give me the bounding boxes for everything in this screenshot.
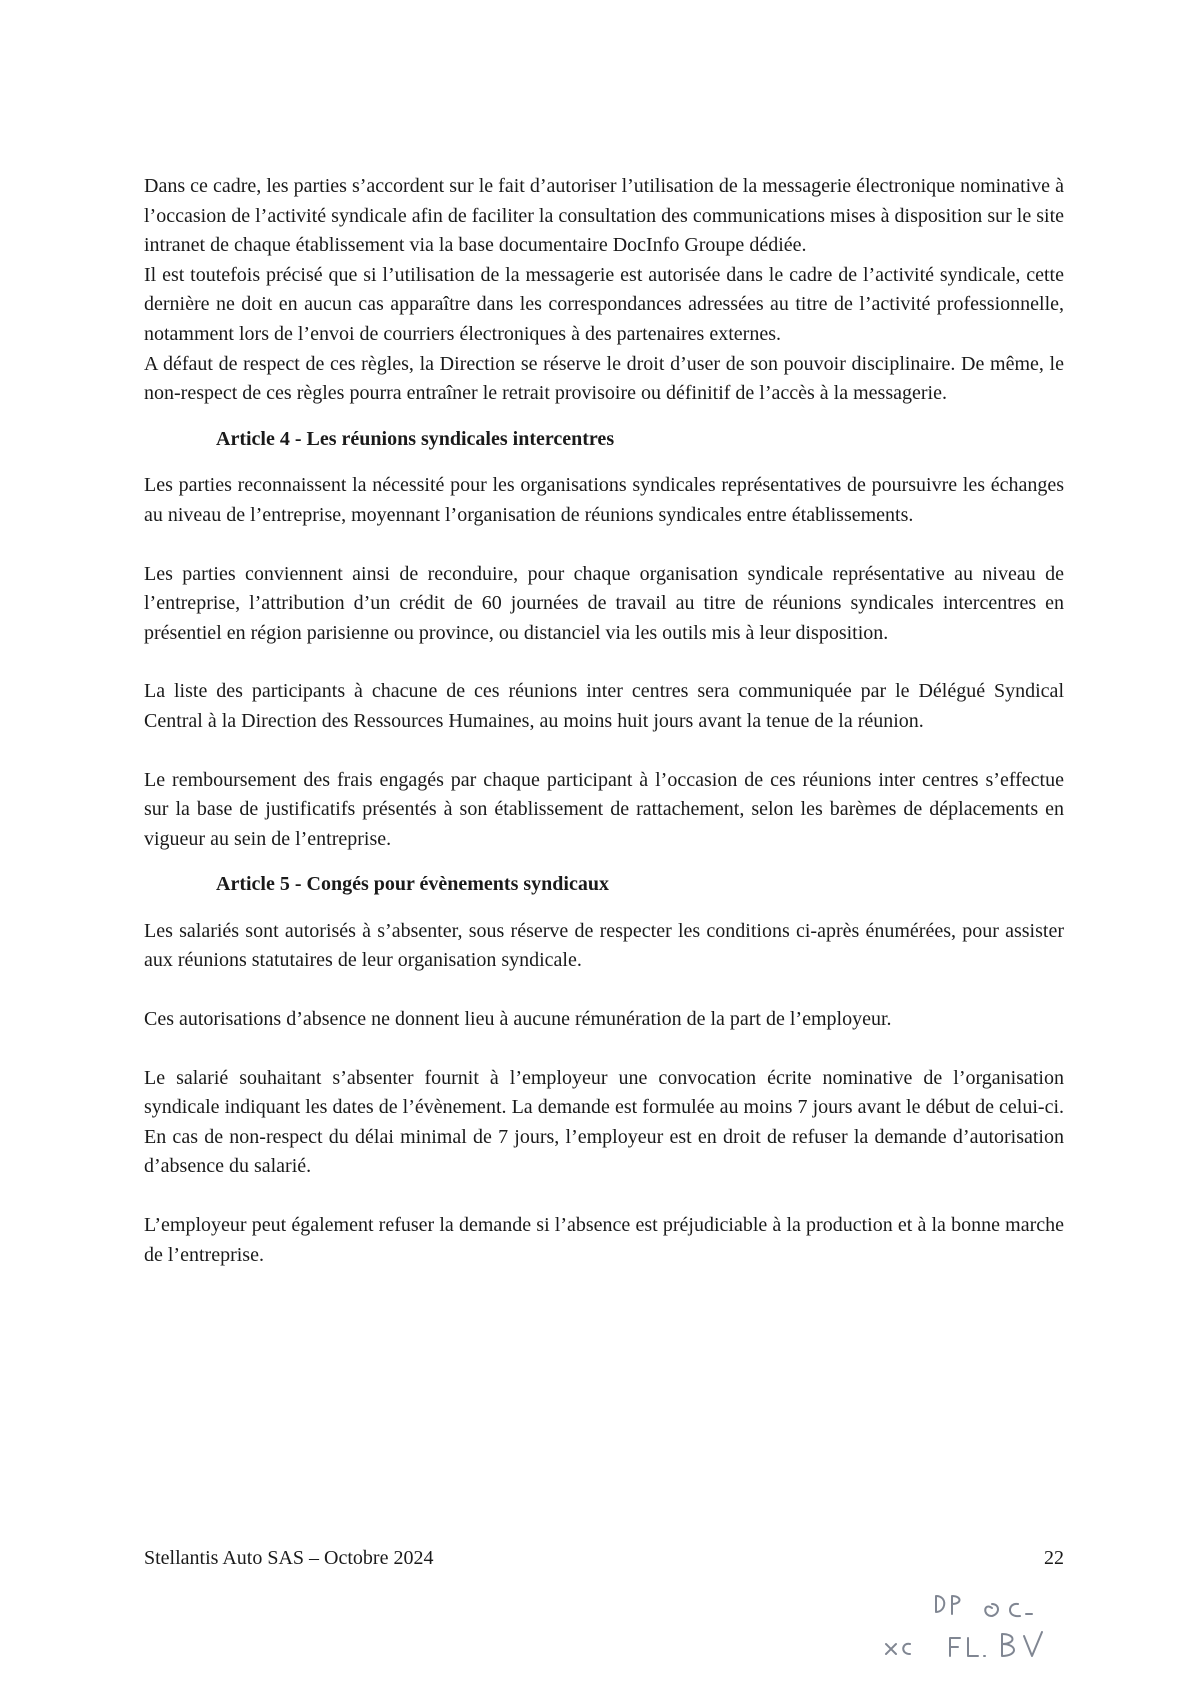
article-5-paragraph: Les salariés sont autorisés à s’absenter, sous réserve de respecter les conditions ci-après énumérées, pour assister aux réunions statutaires de leur organisation syndicale. <box>144 919 1064 972</box>
article-4-paragraph: La liste des participants à chacune de ces réunions inter centres sera communiquée par le Délégué Syndical Central à la Direction des Ressources Humaines, au moins huit jours avant la tenue de la réunion. <box>144 680 1064 732</box>
footer-document-label: Stellantis Auto SAS – Octobre 2024 <box>144 1547 434 1569</box>
intro-paragraph-3: A défaut de respect de ces règles, la Direction se réserve le droit d’user de son pouvoir disciplinaire. De même, le non-respect de ces règles pourra entraîner le retrait provisoire ou définitif de l’accès à la messagerie. <box>144 352 1064 405</box>
article-5-paragraph: L’employeur peut également refuser la demande si l’absence est préjudiciable à la production et à la bonne marche de l’entreprise. <box>144 1214 1064 1266</box>
article-5-heading: Article 5 - Congés pour évènements syndicaux <box>216 873 609 896</box>
document-page <box>144 172 1064 1270</box>
article-4-paragraph: Le remboursement des frais engagés par chaque participant à l’occasion de ces réunions inter centres s’effectue sur la base de justificatifs présentés à son établissement de rattachement, selon les barèmes de déplacements en vigueur au sein de l’entreprise. <box>144 768 1064 850</box>
intro-paragraph-1: Dans ce cadre, les parties s’accordent sur le fait d’autoriser l’utilisation de la messagerie électronique nominative à l’occasion de l’activité syndicale afin de faciliter la consultation des communications mises à disposition sur le site intranet de chaque établissement via la base documentaire DocInfo Groupe dédiée. <box>144 175 1064 257</box>
article-5-paragraph: Le salarié souhaitant s’absenter fournit à l’employeur une convocation écrite nominative de l’organisation syndicale indiquant les dates de l’évènement. La demande est formulée au moins 7 jours avant le début de celui-ci. En cas de non-respect du délai minimal de 7 jours, l’employeur est en droit de refuser la demande d’autorisation d’absence du salarié. <box>144 1066 1064 1178</box>
article-5-paragraph: Ces autorisations d’absence ne donnent lieu à aucune rémunération de la part de l’employeur. <box>144 1008 892 1031</box>
page-footer <box>144 1544 1064 1574</box>
article-4-paragraph: Les parties reconnaissent la nécessité pour les organisations syndicales représentatives de poursuivre les échanges au niveau de l’entreprise, moyennant l’organisation de réunions syndicales entre établissements. <box>144 474 1064 526</box>
handwritten-initials <box>880 1584 1080 1664</box>
article-4-heading: Article 4 - Les réunions syndicales intercentres <box>216 427 615 450</box>
intro-paragraph-2: Il est toutefois précisé que si l’utilisation de la messagerie est autorisée dans le cadre de l’activité syndicale, cette dernière ne doit en aucun cas apparaître dans les correspondances adressées au titre de l’activité professionnelle, notamment lors de l’envoi de courriers électroniques à des partenaires externes. <box>144 263 1064 345</box>
page-number: 22 <box>1044 1547 1064 1569</box>
article-4-paragraph: Les parties conviennent ainsi de reconduire, pour chaque organisation syndicale représentative au niveau de l’entreprise, l’attribution d’un crédit de 60 journées de travail au titre de réunions syndicales intercentres en présentiel en région parisienne ou province, ou distanciel via les outils mis à leur disposition. <box>144 562 1064 644</box>
